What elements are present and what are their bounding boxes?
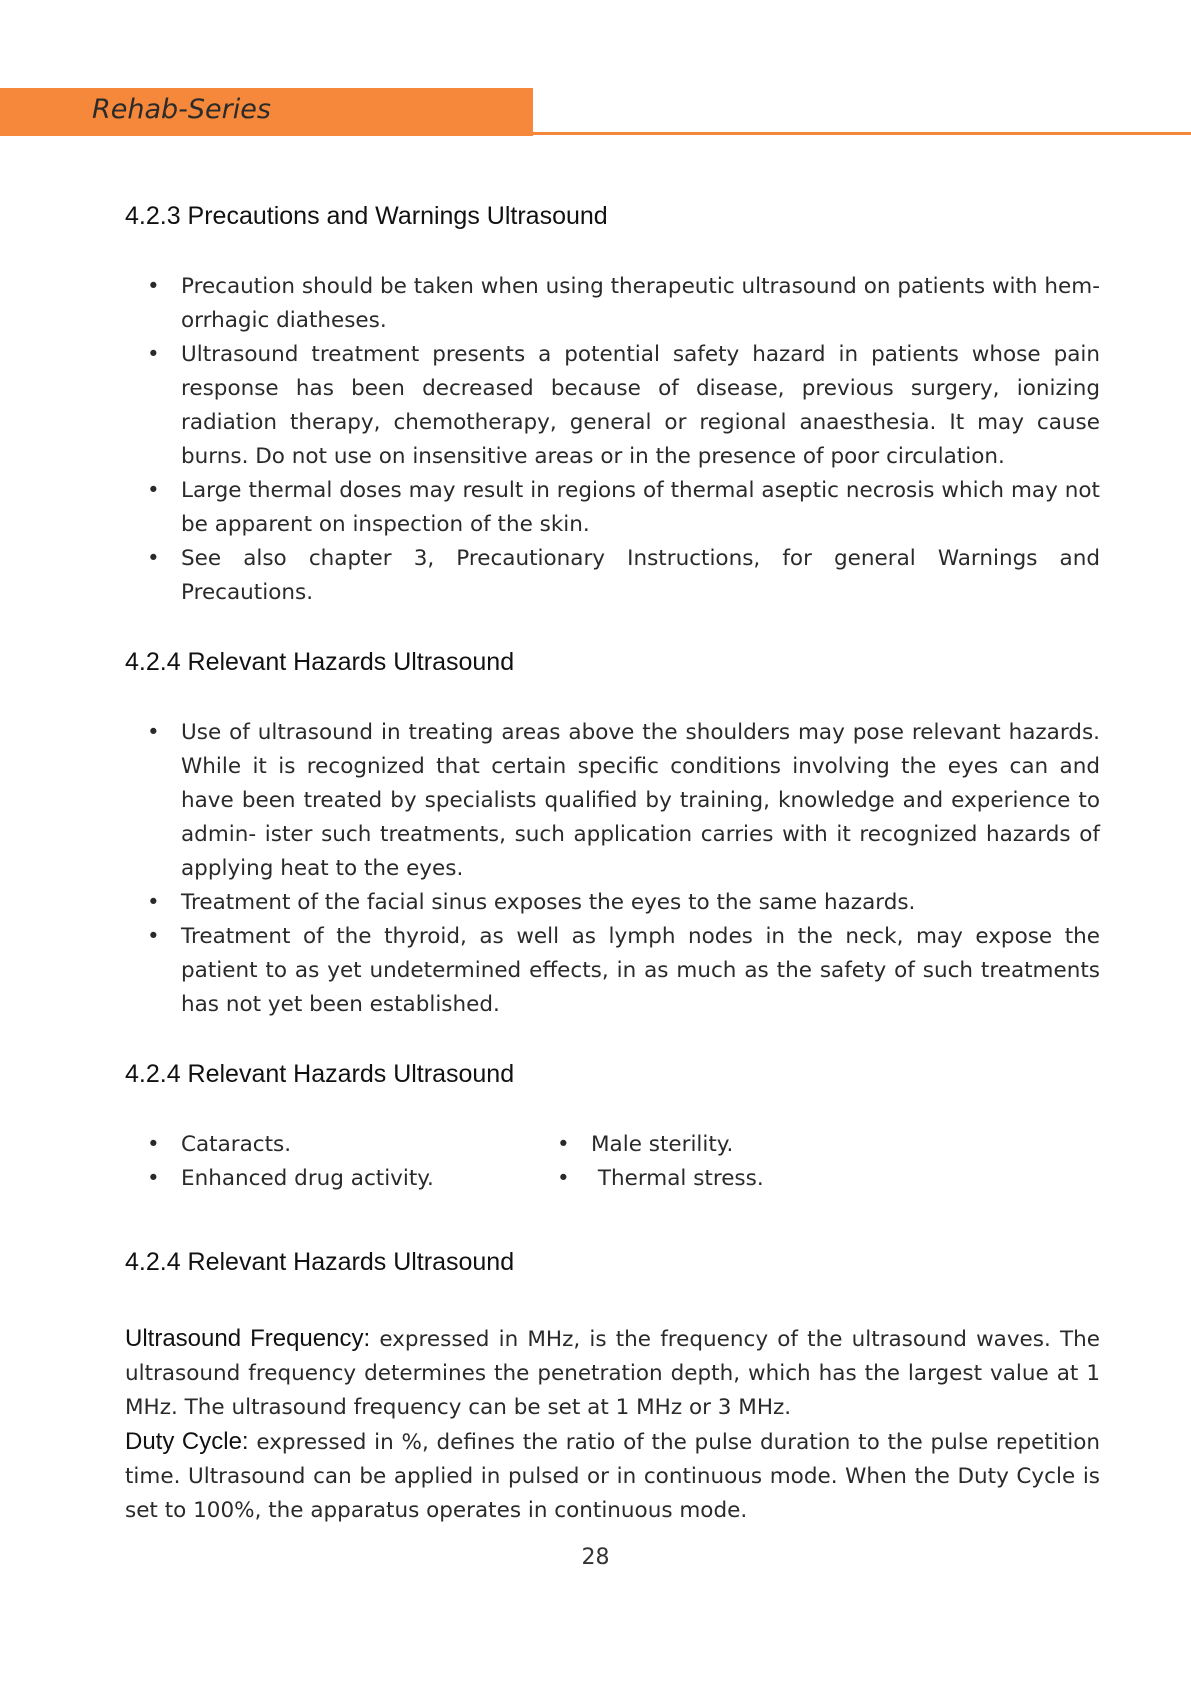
bullet-icon: • — [147, 1132, 160, 1157]
definition-paragraph: Duty Cycle: expressed in %, defines the ratio of the pulse duration to the pulse repetition time. Ultrasound can be applied in pulsed or in continuous mode. When the Duty Cycle is set to 100%, the apparatus operates in continuous mode. — [125, 1428, 1100, 1523]
list-item: • Precaution should be taken when using therapeutic ultrasound on patients with hem- orrhagic diatheses. — [125, 270, 1100, 338]
bullet-icon: • — [147, 342, 160, 367]
definitions — [125, 1322, 1100, 1528]
hazards-two-column-list — [125, 1128, 1100, 1196]
bullet-icon: • — [147, 546, 160, 571]
list-item: • Large thermal doses may result in regions of thermal aseptic necrosis which may not be apparent on inspection of the skin. — [125, 474, 1100, 542]
section-heading-hazards: 4.2.4 Relevant Hazards Ultrasound — [125, 648, 515, 676]
precautions-list — [125, 270, 1100, 610]
page-number: 28 — [581, 1545, 610, 1570]
definition-term: Duty Cycle: — [125, 1428, 249, 1455]
hazards-column-right — [535, 1128, 1075, 1196]
section-heading-hazards-3: 4.2.4 Relevant Hazards Ultrasound — [125, 1248, 515, 1276]
page-content — [125, 200, 1100, 1528]
hazards-column-left — [125, 1128, 535, 1196]
list-item: • Treatment of the facial sinus exposes the eyes to the same hazards. — [125, 886, 1100, 920]
list-item: • Enhanced drug activity. — [125, 1162, 535, 1196]
list-item: • Treatment of the thyroid, as well as lymph nodes in the neck, may expose the patient to as yet undetermined effects, in as much as the safety of such treatments has not yet been established. — [125, 920, 1100, 1022]
list-item: • Thermal stress. — [535, 1162, 1075, 1196]
definition-term: Ultrasound Frequency: — [125, 1325, 371, 1352]
bullet-icon: • — [147, 274, 160, 299]
header-title: Rehab-Series — [92, 94, 271, 125]
bullet-icon: • — [557, 1166, 570, 1191]
list-item: • Use of ultrasound in treating areas above the shoulders may pose relevant hazards. While it is recognized that certain specific conditions involving the eyes can and have been treated by specialists qualified by training, knowledge and experience to admin- ister such treatments, such application carries with it recognized hazards of applying heat to the eyes. — [125, 716, 1100, 886]
hazards-list — [125, 716, 1100, 1022]
definition-paragraph: Ultrasound Frequency: expressed in MHz, is the frequency of the ultrasound waves. The ultrasound frequency determines the penetration depth, which has the largest value at 1 MHz. The ultrasound frequency can be set at 1 MHz or 3 MHz. — [125, 1325, 1100, 1420]
header-rule — [533, 132, 1191, 135]
section-heading-precautions: 4.2.3 Precautions and Warnings Ultrasound — [125, 202, 608, 230]
list-item: • See also chapter 3, Precautionary Instructions, for general Warnings and Precautions. — [125, 542, 1100, 610]
section-heading-hazards-2: 4.2.4 Relevant Hazards Ultrasound — [125, 1060, 515, 1088]
bullet-icon: • — [147, 1166, 160, 1191]
list-item: • Male sterility. — [535, 1128, 1075, 1162]
bullet-icon: • — [147, 720, 160, 745]
bullet-icon: • — [147, 924, 160, 949]
bullet-icon: • — [147, 890, 160, 915]
bullet-icon: • — [147, 478, 160, 503]
list-item: • Cataracts. — [125, 1128, 535, 1162]
list-item: • Ultrasound treatment presents a potential safety hazard in patients whose pain response has been decreased because of disease, previous surgery, ionizing radiation therapy, chemotherapy, general or regional anaesthesia. It may cause burns. Do not use on insensitive areas or in the presence of poor circulation. — [125, 338, 1100, 474]
bullet-icon: • — [557, 1132, 570, 1157]
